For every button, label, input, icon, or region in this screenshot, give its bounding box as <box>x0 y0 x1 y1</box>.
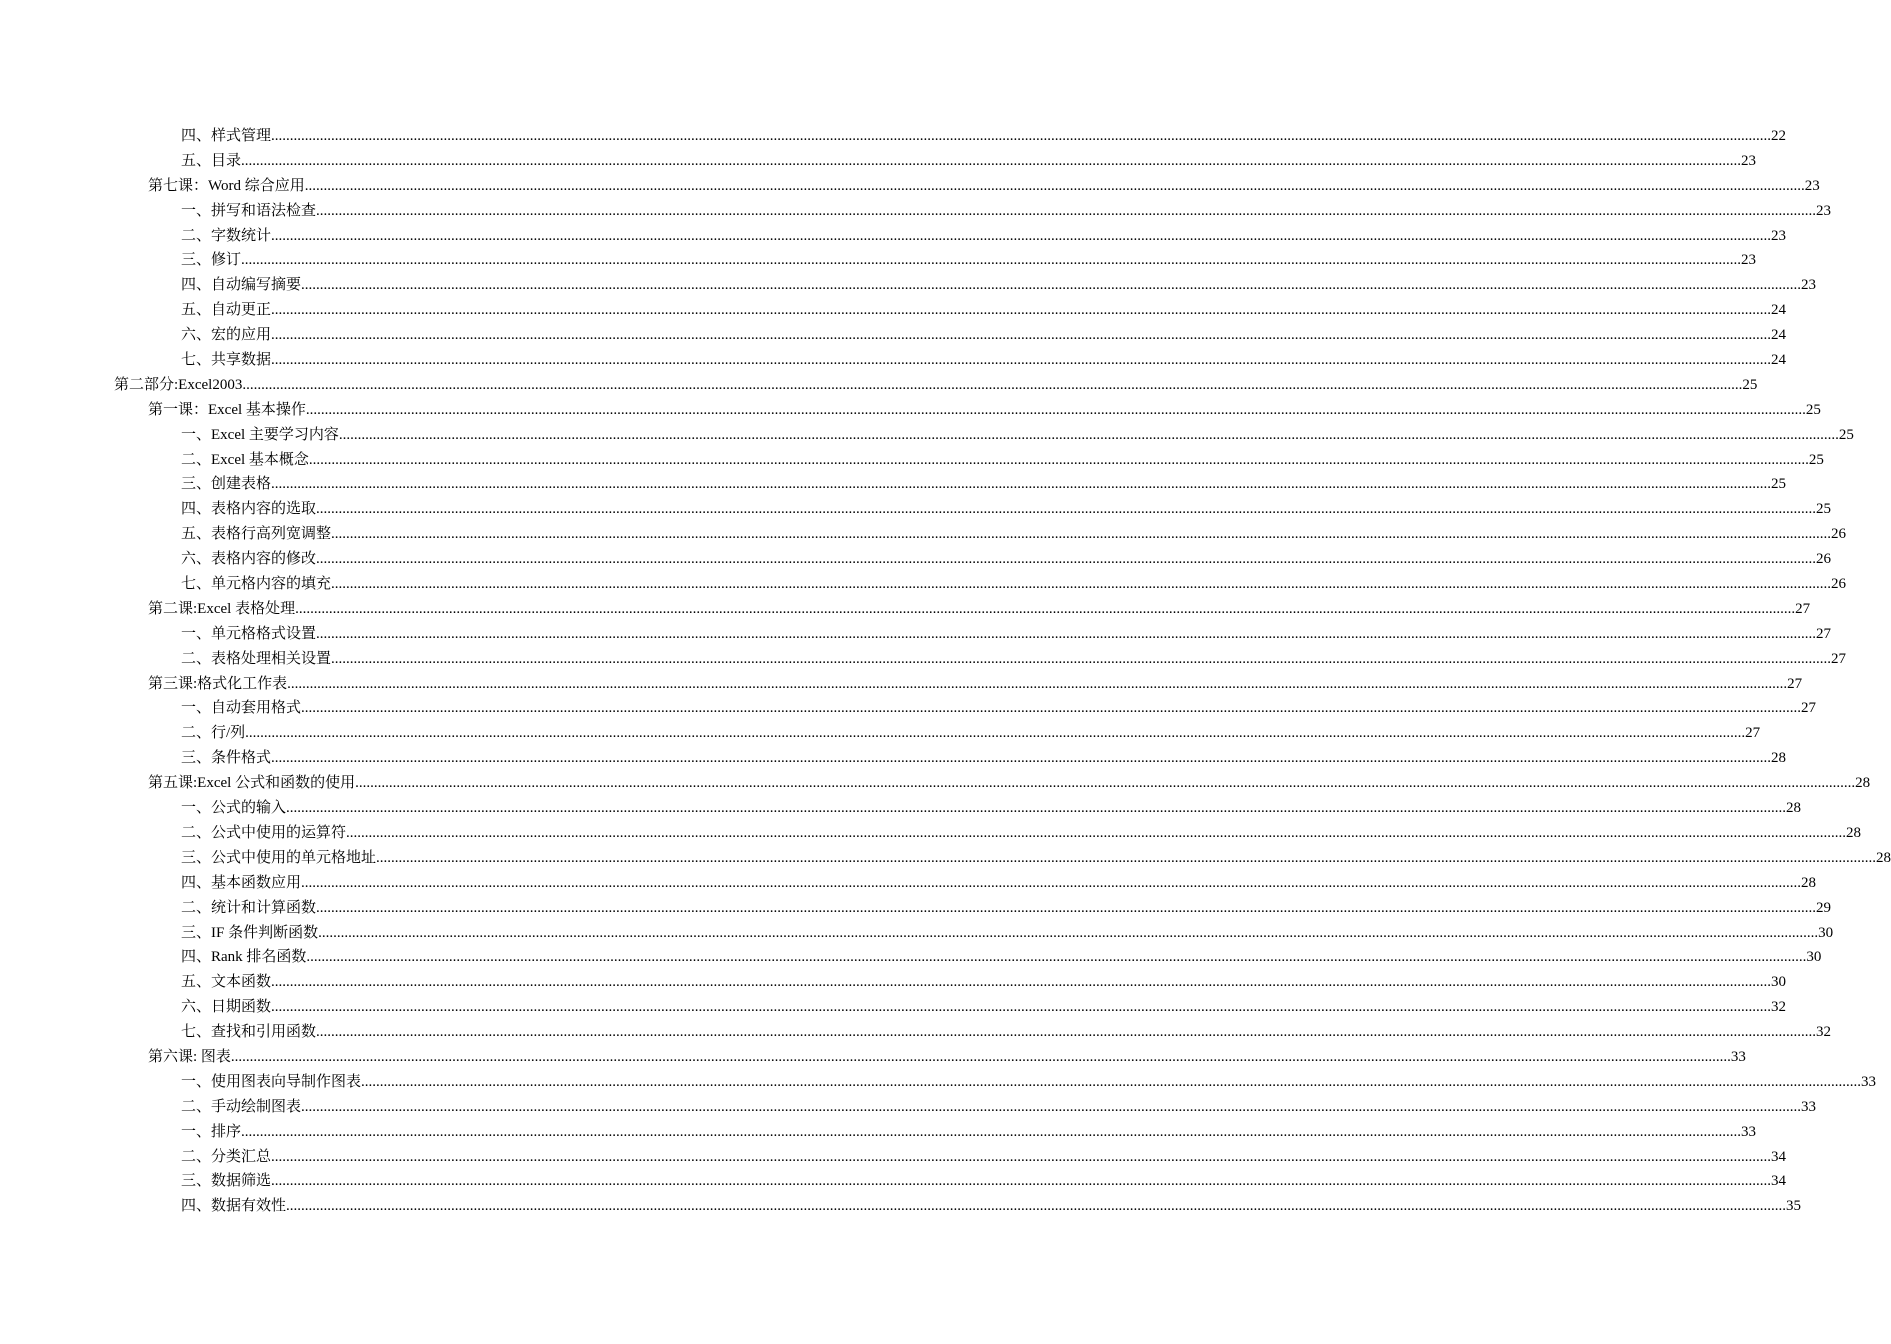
toc-dot-leader: ................................................................................................................................................................................................................................................................................................................................................................................................................ <box>287 675 1788 692</box>
toc-entry-title: 七、查找和引用函数 <box>181 1024 317 1041</box>
toc-entry-page-number: 23 <box>1804 177 1820 194</box>
toc-dot-leader: ................................................................................................................................................................................................................................................................................................................................................................................................................ <box>271 750 1772 767</box>
toc-dot-leader: ................................................................................................................................................................................................................................................................................................................................................................................................................ <box>301 700 1802 717</box>
toc-entry-page-number: 32 <box>1816 1024 1832 1041</box>
toc-dot-leader: ................................................................................................................................................................................................................................................................................................................................................................................................................ <box>316 625 1817 642</box>
toc-entry-title: 二、手动绘制图表 <box>181 1098 302 1115</box>
toc-dot-leader: ................................................................................................................................................................................................................................................................................................................................................................................................................ <box>271 999 1772 1016</box>
toc-entry-title: 二、公式中使用的运算符 <box>181 824 347 841</box>
toc-entry-title: 五、自动更正 <box>181 302 272 319</box>
toc-dot-leader: ................................................................................................................................................................................................................................................................................................................................................................................................................ <box>305 401 1806 418</box>
toc-entry-page-number: 25 <box>1838 426 1854 443</box>
toc-entry[interactable] <box>0 224 1787 249</box>
toc-entry[interactable] <box>0 1194 1802 1219</box>
toc-entry-title: 第七课：Word 综合应用 <box>148 177 305 194</box>
toc-entry-page-number: 27 <box>1816 625 1832 642</box>
toc-entry-page-number: 25 <box>1805 401 1821 418</box>
toc-entry-page-number: 27 <box>1801 700 1817 717</box>
toc-entry-title: 第一课：Excel 基本操作 <box>148 401 306 418</box>
toc-entry-title: 二、统计和计算函数 <box>181 899 317 916</box>
toc-entry-title: 一、拼写和语法检查 <box>181 202 317 219</box>
toc-entry[interactable] <box>0 348 1787 373</box>
toc-entry[interactable] <box>0 398 1821 423</box>
toc-dot-leader: ................................................................................................................................................................................................................................................................................................................................................................................................................ <box>245 725 1746 742</box>
toc-entry[interactable] <box>0 149 1757 174</box>
toc-entry-page-number: 28 <box>1846 824 1862 841</box>
toc-dot-leader: ................................................................................................................................................................................................................................................................................................................................................................................................................ <box>316 501 1817 518</box>
toc-entry[interactable] <box>0 945 1822 970</box>
toc-entry[interactable] <box>0 124 1787 149</box>
toc-dot-leader: ................................................................................................................................................................................................................................................................................................................................................................................................................ <box>318 924 1819 941</box>
toc-entry-page-number: 33 <box>1801 1098 1817 1115</box>
toc-entry-title: 四、样式管理 <box>181 128 272 144</box>
toc-entry-title: 四、Rank 排名函数 <box>181 949 307 966</box>
toc-dot-leader: ................................................................................................................................................................................................................................................................................................................................................................................................................ <box>338 426 1839 443</box>
toc-entry[interactable] <box>0 199 1832 224</box>
toc-entry-title: 三、创建表格 <box>181 476 272 493</box>
toc-entry[interactable] <box>0 1169 1787 1194</box>
toc-entry-title: 七、共享数据 <box>181 352 272 369</box>
toc-entry[interactable] <box>0 1145 1787 1170</box>
toc-dot-leader: ................................................................................................................................................................................................................................................................................................................................................................................................................ <box>271 1148 1772 1165</box>
toc-entry[interactable] <box>0 970 1787 995</box>
toc-entry[interactable] <box>0 1070 1877 1095</box>
toc-entry-title: 七、单元格内容的填充 <box>181 576 332 593</box>
toc-entry-page-number: 25 <box>1771 476 1787 493</box>
toc-entry[interactable] <box>0 323 1787 348</box>
toc-entry-title: 第三课:格式化工作表 <box>148 675 288 692</box>
toc-entry-page-number: 28 <box>1771 750 1787 767</box>
toc-entry[interactable] <box>0 771 1871 796</box>
toc-entry[interactable] <box>0 572 1847 597</box>
toc-entry-title: 第五课:Excel 公式和函数的使用 <box>148 775 356 792</box>
toc-entry-page-number: 35 <box>1786 1198 1802 1215</box>
toc-entry-title: 五、目录 <box>181 152 242 169</box>
toc-entry-page-number: 22 <box>1771 128 1787 144</box>
toc-entry-title: 一、公式的输入 <box>181 800 287 817</box>
toc-dot-leader: ................................................................................................................................................................................................................................................................................................................................................................................................................ <box>271 352 1772 369</box>
toc-entry-title: 六、宏的应用 <box>181 327 272 344</box>
toc-entry[interactable] <box>0 1020 1832 1045</box>
toc-entry[interactable] <box>0 672 1803 697</box>
toc-dot-leader: ................................................................................................................................................................................................................................................................................................................................................................................................................ <box>331 526 1832 543</box>
toc-entry[interactable] <box>0 746 1787 771</box>
toc-entry-page-number: 24 <box>1771 352 1787 369</box>
toc-dot-leader: ................................................................................................................................................................................................................................................................................................................................................................................................................ <box>355 775 1856 792</box>
toc-entry-page-number: 28 <box>1801 874 1817 891</box>
toc-entry-title: 四、自动编写摘要 <box>181 277 302 294</box>
toc-entry-page-number: 33 <box>1741 1123 1757 1140</box>
toc-entry[interactable] <box>0 896 1832 921</box>
toc-dot-leader: ................................................................................................................................................................................................................................................................................................................................................................................................................ <box>316 202 1817 219</box>
toc-entry-title: 三、条件格式 <box>181 750 272 767</box>
toc-dot-leader: ................................................................................................................................................................................................................................................................................................................................................................................................................ <box>301 277 1802 294</box>
toc-entry-page-number: 30 <box>1818 924 1834 941</box>
toc-dot-leader: ................................................................................................................................................................................................................................................................................................................................................................................................................ <box>286 800 1787 817</box>
toc-entry[interactable] <box>0 522 1847 547</box>
toc-dot-leader: ................................................................................................................................................................................................................................................................................................................................................................................................................ <box>241 252 1742 269</box>
toc-entry[interactable] <box>0 721 1761 746</box>
toc-dot-leader: ................................................................................................................................................................................................................................................................................................................................................................................................................ <box>271 327 1772 344</box>
toc-entry-title: 第二部分:Excel2003 <box>114 376 243 393</box>
toc-entry-title: 四、基本函数应用 <box>181 874 302 891</box>
toc-entry-page-number: 26 <box>1831 526 1847 543</box>
toc-entry[interactable] <box>0 846 1891 871</box>
toc-entry-title: 第六课: 图表 <box>148 1048 231 1065</box>
toc-entry-page-number: 29 <box>1816 899 1832 916</box>
toc-entry-page-number: 33 <box>1730 1048 1746 1065</box>
toc-entry-page-number: 23 <box>1816 202 1832 219</box>
toc-entry[interactable] <box>0 273 1817 298</box>
toc-entry-page-number: 27 <box>1745 725 1761 742</box>
toc-entry-page-number: 33 <box>1861 1073 1877 1090</box>
toc-entry[interactable] <box>0 1045 1746 1070</box>
toc-entry[interactable] <box>0 248 1757 273</box>
toc-dot-leader: ................................................................................................................................................................................................................................................................................................................................................................................................................ <box>306 949 1807 966</box>
toc-entry-title: 三、数据筛选 <box>181 1173 272 1190</box>
toc-entry-page-number: 34 <box>1771 1148 1787 1165</box>
toc-entry-page-number: 30 <box>1806 949 1822 966</box>
toc-entry-title: 三、公式中使用的单元格地址 <box>181 849 377 866</box>
toc-dot-leader: ................................................................................................................................................................................................................................................................................................................................................................................................................ <box>304 177 1805 194</box>
toc-dot-leader: ................................................................................................................................................................................................................................................................................................................................................................................................................ <box>241 1123 1742 1140</box>
toc-dot-leader: ................................................................................................................................................................................................................................................................................................................................................................................................................ <box>361 1073 1862 1090</box>
toc-entry-page-number: 30 <box>1771 974 1787 991</box>
toc-entry-title: 二、表格处理相关设置 <box>181 650 332 667</box>
toc-entry[interactable] <box>0 995 1787 1020</box>
toc-entry[interactable] <box>0 871 1817 896</box>
toc-entry-title: 一、排序 <box>181 1123 242 1140</box>
toc-entry-title: 二、分类汇总 <box>181 1148 272 1165</box>
toc-entry-title: 一、使用图表向导制作图表 <box>181 1073 362 1090</box>
toc-entry-title: 二、字数统计 <box>181 227 272 244</box>
toc-dot-leader: ................................................................................................................................................................................................................................................................................................................................................................................................................ <box>271 974 1772 991</box>
toc-dot-leader: ................................................................................................................................................................................................................................................................................................................................................................................................................ <box>331 650 1832 667</box>
toc-entry-page-number: 23 <box>1771 227 1787 244</box>
toc-entry-title: 二、Excel 基本概念 <box>181 451 309 468</box>
toc-dot-leader: ................................................................................................................................................................................................................................................................................................................................................................................................................ <box>271 128 1772 144</box>
toc-entry-page-number: 28 <box>1855 775 1871 792</box>
toc-entry-page-number: 23 <box>1741 152 1757 169</box>
toc-entry-page-number: 28 <box>1876 849 1891 866</box>
toc-dot-leader: ................................................................................................................................................................................................................................................................................................................................................................................................................ <box>271 476 1772 493</box>
toc-entry-title: 六、日期函数 <box>181 999 272 1016</box>
toc-entry[interactable] <box>0 373 1758 398</box>
toc-dot-leader: ................................................................................................................................................................................................................................................................................................................................................................................................................ <box>316 1024 1817 1041</box>
toc-entry[interactable] <box>0 174 1820 199</box>
toc-entry[interactable] <box>0 472 1787 497</box>
toc-entry[interactable] <box>0 547 1832 572</box>
table-of-contents <box>0 124 1891 1219</box>
toc-dot-leader: ................................................................................................................................................................................................................................................................................................................................................................................................................ <box>316 899 1817 916</box>
toc-entry-page-number: 27 <box>1831 650 1847 667</box>
toc-dot-leader: ................................................................................................................................................................................................................................................................................................................................................................................................................ <box>331 576 1832 593</box>
toc-entry-title: 五、文本函数 <box>181 974 272 991</box>
toc-entry-title: 四、表格内容的选取 <box>181 501 317 518</box>
toc-entry-page-number: 27 <box>1795 600 1811 617</box>
toc-dot-leader: ................................................................................................................................................................................................................................................................................................................................................................................................................ <box>271 302 1772 319</box>
toc-entry-page-number: 26 <box>1816 551 1832 568</box>
toc-entry-page-number: 24 <box>1771 302 1787 319</box>
toc-entry-title: 二、行/列 <box>181 725 246 742</box>
toc-entry-page-number: 25 <box>1808 451 1824 468</box>
toc-entry-title: 第二课:Excel 表格处理 <box>148 600 296 617</box>
toc-dot-leader: ................................................................................................................................................................................................................................................................................................................................................................................................................ <box>301 874 1802 891</box>
toc-entry-page-number: 26 <box>1831 576 1847 593</box>
toc-entry-page-number: 25 <box>1742 376 1758 393</box>
toc-entry[interactable] <box>0 423 1854 448</box>
toc-entry-title: 五、表格行高列宽调整 <box>181 526 332 543</box>
toc-entry[interactable] <box>0 647 1847 672</box>
toc-entry-page-number: 25 <box>1816 501 1832 518</box>
toc-dot-leader: ................................................................................................................................................................................................................................................................................................................................................................................................................ <box>271 227 1772 244</box>
toc-dot-leader: ................................................................................................................................................................................................................................................................................................................................................................................................................ <box>242 376 1743 393</box>
toc-dot-leader: ................................................................................................................................................................................................................................................................................................................................................................................................................ <box>316 551 1817 568</box>
toc-entry-title: 三、IF 条件判断函数 <box>181 924 319 941</box>
toc-entry-title: 一、自动套用格式 <box>181 700 302 717</box>
toc-entry-page-number: 23 <box>1801 277 1817 294</box>
toc-dot-leader: ................................................................................................................................................................................................................................................................................................................................................................................................................ <box>308 451 1809 468</box>
toc-entry-page-number: 28 <box>1786 800 1802 817</box>
toc-entry-title: 六、表格内容的修改 <box>181 551 317 568</box>
toc-entry[interactable] <box>0 448 1824 473</box>
toc-entry[interactable] <box>0 821 1862 846</box>
toc-entry-page-number: 24 <box>1771 327 1787 344</box>
toc-entry[interactable] <box>0 497 1832 522</box>
toc-entry[interactable] <box>0 796 1802 821</box>
toc-dot-leader: ................................................................................................................................................................................................................................................................................................................................................................................................................ <box>301 1098 1802 1115</box>
toc-dot-leader: ................................................................................................................................................................................................................................................................................................................................................................................................................ <box>346 824 1847 841</box>
toc-dot-leader: ................................................................................................................................................................................................................................................................................................................................................................................................................ <box>241 152 1742 169</box>
toc-entry[interactable] <box>0 1120 1757 1145</box>
toc-dot-leader: ................................................................................................................................................................................................................................................................................................................................................................................................................ <box>286 1198 1787 1215</box>
toc-entry-title: 三、修订 <box>181 252 242 269</box>
toc-entry[interactable] <box>0 298 1787 323</box>
toc-dot-leader: ................................................................................................................................................................................................................................................................................................................................................................................................................ <box>376 849 1877 866</box>
toc-entry-page-number: 27 <box>1787 675 1803 692</box>
toc-dot-leader: ................................................................................................................................................................................................................................................................................................................................................................................................................ <box>271 1173 1772 1190</box>
toc-entry-title: 一、单元格格式设置 <box>181 625 317 642</box>
toc-dot-leader: ................................................................................................................................................................................................................................................................................................................................................................................................................ <box>295 600 1796 617</box>
toc-dot-leader: ................................................................................................................................................................................................................................................................................................................................................................................................................ <box>230 1048 1731 1065</box>
toc-entry[interactable] <box>0 597 1811 622</box>
toc-entry[interactable] <box>0 696 1817 721</box>
toc-entry-page-number: 23 <box>1741 252 1757 269</box>
toc-entry[interactable] <box>0 921 1834 946</box>
toc-entry-page-number: 34 <box>1771 1173 1787 1190</box>
toc-entry-title: 四、数据有效性 <box>181 1198 287 1215</box>
toc-entry[interactable] <box>0 1095 1817 1120</box>
toc-entry-title: 一、Excel 主要学习内容 <box>181 426 339 443</box>
toc-entry[interactable] <box>0 622 1832 647</box>
toc-entry-page-number: 32 <box>1771 999 1787 1016</box>
